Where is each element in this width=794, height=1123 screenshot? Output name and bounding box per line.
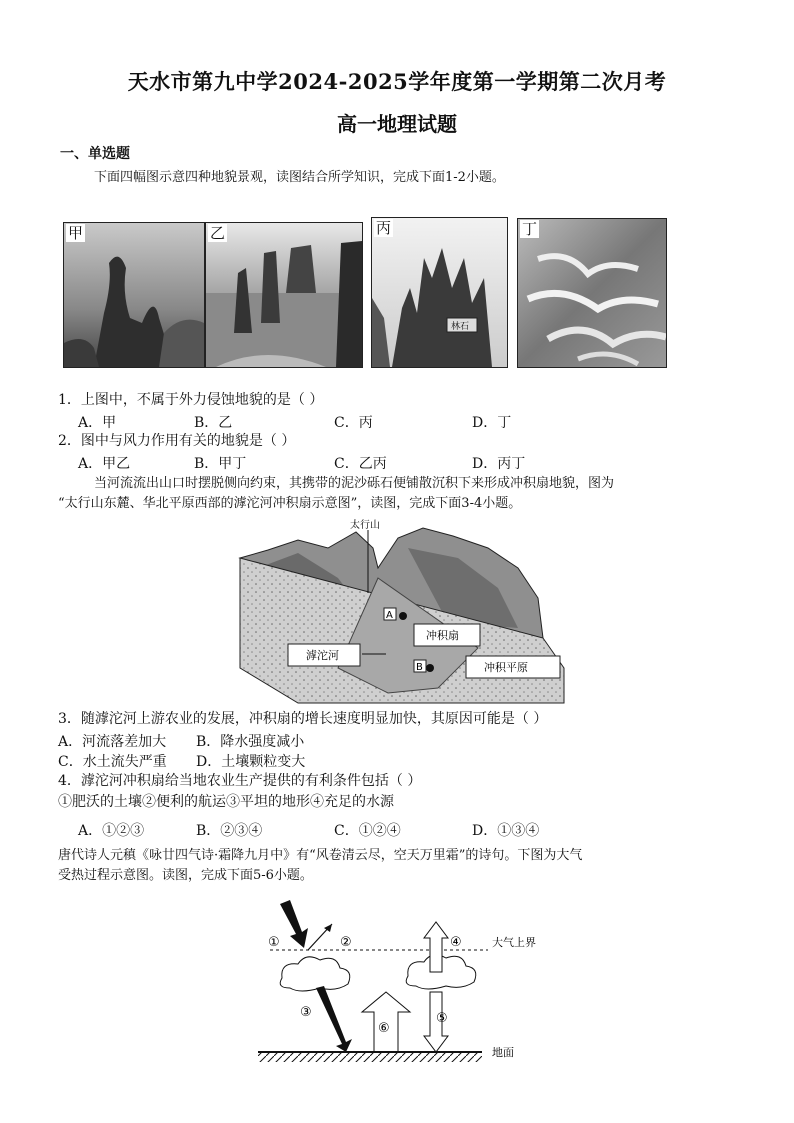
point-a-marker <box>399 612 407 620</box>
intro-3-line-2: 受热过程示意图。读图，完成下面5-6小题。 <box>58 868 313 883</box>
question-3-stem: 3．随滹沱河上游农业的发展，冲积扇的增长速度明显加快，其原因可能是（ ） <box>58 711 548 727</box>
label-1: ① <box>268 935 280 950</box>
q3-option-c[interactable]: C．水土流失严重 <box>58 754 167 770</box>
arrow-1 <box>280 900 308 948</box>
q2-option-c[interactable]: C．乙丙 <box>334 456 387 472</box>
q1-option-c[interactable]: C．丙 <box>334 415 373 431</box>
q4-option-a[interactable]: A．①②③ <box>78 823 145 839</box>
point-b-label: B <box>416 662 423 673</box>
photo-yi <box>205 222 363 368</box>
cloud-left <box>280 957 350 991</box>
photo-jia <box>63 222 205 368</box>
q3-option-a[interactable]: A．河流落差加大 <box>58 734 167 750</box>
taihang-mountain-label: 太行山 <box>350 520 380 531</box>
intro-2-line-1: 当河流流出山口时摆脱侧向约束，其携带的泥沙砾石便铺散沉积下来形成冲积扇地貌，图为 <box>94 476 615 491</box>
photo-label-yi: 乙 <box>210 224 226 242</box>
sea-stack-image <box>206 223 362 367</box>
label-3: ③ <box>300 1005 312 1020</box>
q2-option-d[interactable]: D．丙丁 <box>472 456 526 472</box>
label-2: ② <box>340 935 352 950</box>
stone-forest-sign: 林石 <box>451 322 470 332</box>
q3-option-d[interactable]: D．土壤颗粒变大 <box>196 754 306 770</box>
stone-forest-image <box>372 218 507 367</box>
alluvial-fan-label: 冲积扇 <box>426 629 459 642</box>
arch-rock-image <box>64 223 204 367</box>
q2-option-a[interactable]: A．甲乙 <box>78 456 131 472</box>
intro-2-line-2: “太行山东麓、华北平原西部的滹沱河冲积扇示意图”，读图，完成下面3-4小题。 <box>58 496 522 511</box>
arrow-3 <box>316 986 352 1052</box>
atmosphere-top-label: 大气上界 <box>492 936 536 949</box>
intro-3-line-1: 唐代诗人元稹《咏廿四气诗·霜降九月中》有“风卷清云尽，空天万里霜”的诗句。下图为大气 <box>58 848 583 863</box>
q1-option-b[interactable]: B．乙 <box>194 415 233 431</box>
ground-hatch <box>258 1053 482 1062</box>
q4-option-d[interactable]: D．①③④ <box>472 823 540 839</box>
alluvial-fan-diagram <box>238 518 568 708</box>
label-5: ⑤ <box>436 1011 448 1026</box>
hutuo-river-label: 滹沱河 <box>306 649 339 662</box>
q1-option-a[interactable]: A．甲 <box>78 415 117 431</box>
exam-title: 天水市第九中学2024-2025学年度第一学期第二次月考 <box>127 69 667 94</box>
photo-bing <box>371 217 508 368</box>
photo-label-ding: 丁 <box>522 220 538 238</box>
sand-dune-image <box>518 219 666 367</box>
point-b-marker <box>426 664 434 672</box>
atmospheric-heating-diagram <box>250 896 540 1068</box>
q4-option-c[interactable]: C．①②④ <box>334 823 401 839</box>
section-title: 一、单选题 <box>60 146 130 162</box>
label-4: ④ <box>450 935 462 950</box>
q3-option-b[interactable]: B．降水强度减小 <box>196 734 305 750</box>
intro-1: 下面四幅图示意四种地貌景观，读图结合所学知识，完成下面1-2小题。 <box>94 170 505 185</box>
question-4-stem: 4．滹沱河冲积扇给当地农业生产提供的有利条件包括（ ） <box>58 773 422 789</box>
question-2-stem: 2．图中与风力作用有关的地貌是（ ） <box>58 433 296 449</box>
ground-label: 地面 <box>492 1046 514 1059</box>
q2-option-b[interactable]: B．甲丁 <box>194 456 247 472</box>
exam-subtitle: 高一地理试题 <box>337 112 457 136</box>
label-6: ⑥ <box>378 1021 390 1036</box>
point-a-label: A <box>386 610 393 621</box>
photo-label-bing: 丙 <box>376 219 392 237</box>
alluvial-plain-label: 冲积平原 <box>484 661 528 674</box>
question-4-items: ①肥沃的土壤②便利的航运③平坦的地形④充足的水源 <box>58 794 394 810</box>
q4-option-b[interactable]: B．②③④ <box>196 823 263 839</box>
photo-ding <box>517 218 667 368</box>
q1-option-d[interactable]: D．丁 <box>472 415 512 431</box>
question-1-stem: 1．上图中，不属于外力侵蚀地貌的是（ ） <box>58 392 324 408</box>
photo-label-jia: 甲 <box>68 224 84 242</box>
